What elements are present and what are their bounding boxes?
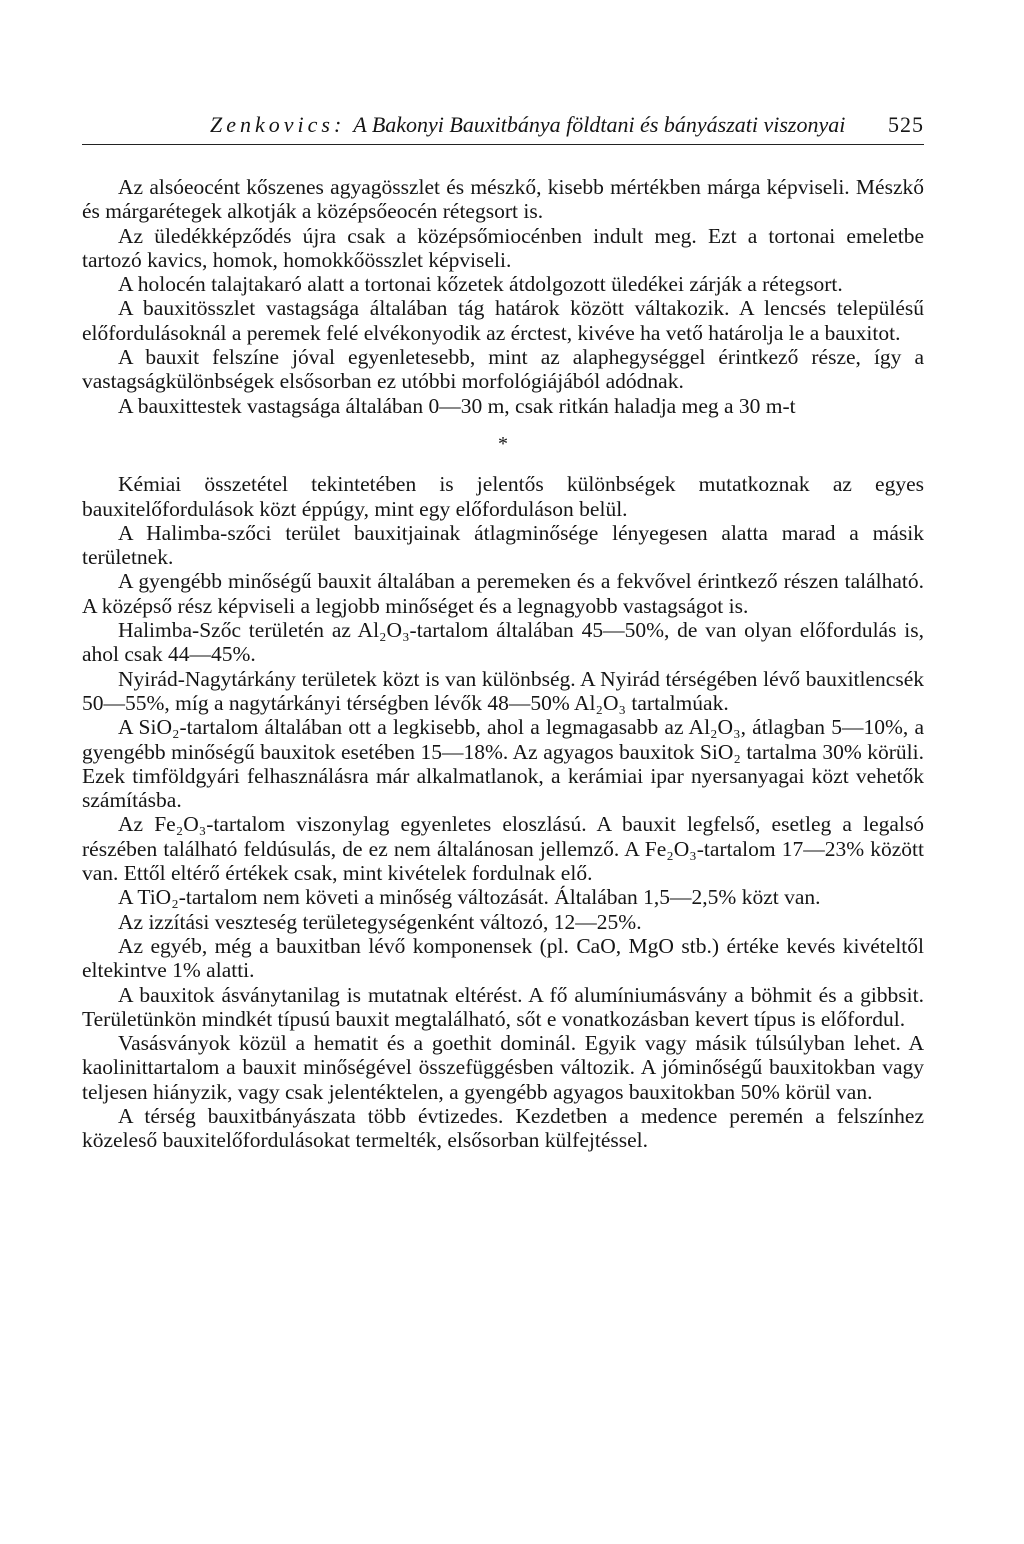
page-number: 525 [888,112,924,137]
paragraph: Az Fe₂O₃-tartalom viszonylag egyenletes eloszlású. A bauxit legfelső, esetleg a legalsó részében található feldúsulás, de ez nem általánosan jellemző. A Fe₂O₃-tartalom 17—23% között van. Ettől eltérő értékek csak, mint kivételek fordulnak elő. [82,812,924,886]
paragraph: Az egyéb, még a bauxitban lévő komponensek (pl. CaO, MgO stb.) értéke kevés kivételtől eltekintve 1% alatti. [82,933,924,983]
paragraph: A holocén talajtakaró alatt a tortonai kőzetek átdolgozott üledékei zárják a rétegsort. [118,272,843,297]
paragraph: Vasásványok közül a hematit és a goethit dominál. Egyik vagy másik túlsúlyban lehet. A kaolinittartalom a bauxit minőségével összefüggésben változik. A jóminőségű bauxitokban vagy teljesen hiányzik, vagy csak jelentéktelen, a gyengébb agyagos bauxitokban 50% körül van. [82,1031,924,1104]
paragraph: A bauxitok ásványtanilag is mutatnak eltérést. A fő alumíniumásvány a böhmit és a gibbsit. Területünkön mindkét típusú bauxit megtalálható, sőt e vonatkozásban kevert típus is előfordul. [82,982,924,1031]
paragraph: A gyengébb minőségű bauxit általában a peremeken és a fekvővel érintkező részen található. A középső rész képviseli a legjobb minőséget és a legnagyobb vastagságot is. [82,569,924,618]
paragraph: A bauxittestek vastagsága általában 0—30 m, csak ritkán haladja meg a 30 m-t [118,393,796,418]
paragraph: Kémiai összetétel tekintetében is jelentős különbségek mutatkoznak az egyes bauxitelőfordulások közt éppúgy, mint egy előforduláson belül. [82,472,924,521]
header-title: A Bakonyi Bauxitbánya földtani és bányászati viszonyai [353,112,846,137]
paragraph: Az alsóeocént kőszenes agyagösszlet és mészkő, kisebb mértékben márga képviseli. Mészkő és márgarétegek alkotják a középsőeocén rétegsort is. [82,175,924,224]
paragraph: Az üledékképződés újra csak a középsőmiocénben indult meg. Ezt a tortonai emeletbe tartozó kavics, homok, homokkőösszlet képviseli. [82,223,924,272]
paragraph: A SiO₂-tartalom általában ott a legkisebb, ahol a legmagasabb az Al₂O₃, átlagban 5—10%, a gyengébb minőségű bauxitok esetében 15—18%. Az agyagos bauxitok SiO₂ tartalma 30% körüli. Ezek timföldgyári felhasználásra már alkalmatlanok, a kerámiai ipar nyersanyagai közt vehetők számításba. [82,715,924,813]
paragraph: Halimba-Szőc területén az Al₂O₃-tartalom általában 45—50%, de van olyan előfordulás is, ahol csak 44—45%. [82,618,924,667]
running-header [82,112,924,145]
document-page [82,112,924,1153]
paragraph: A bauxit felszíne jóval egyenletesebb, mint az alaphegységgel érintkező része, így a vastagságkülönbségek elsősorban ez utóbbi morfológiájából adódnak. [82,345,924,394]
document-body [82,175,924,1153]
paragraph: A térség bauxitbányászata több évtizedes. Kezdetben a medence peremén a felszínhez közeleső bauxitelőfordulásokat termelték, elsősorban külfejtéssel. [82,1103,924,1153]
paragraph: A TiO₂-tartalom nem követi a minőség változását. Általában 1,5—2,5% közt van. [118,885,821,910]
paragraph: A bauxitösszlet vastagsága általában tág határok között váltakozik. A lencsés településű előfordulásoknál a peremek felé elvékonyodik az érctest, kivéve ha vető határolja le a bauxitot. [82,296,924,345]
header-author: Zenkovics: [210,112,346,137]
paragraph: Nyirád-Nagytárkány területek közt is van különbség. A Nyirád térségében lévő bauxitlencsék 50—55%, míg a nagytárkányi térségben lévők 48—50% Al₂O₃ tartalmúak. [82,666,924,715]
section-separator: * [498,432,508,455]
paragraph: A Halimba-szőci terület bauxitjainak átlagminősége lényegesen alatta marad a másik területnek. [82,520,924,570]
paragraph: Az izzítási veszteség területegységenként változó, 12—25%. [118,909,642,934]
